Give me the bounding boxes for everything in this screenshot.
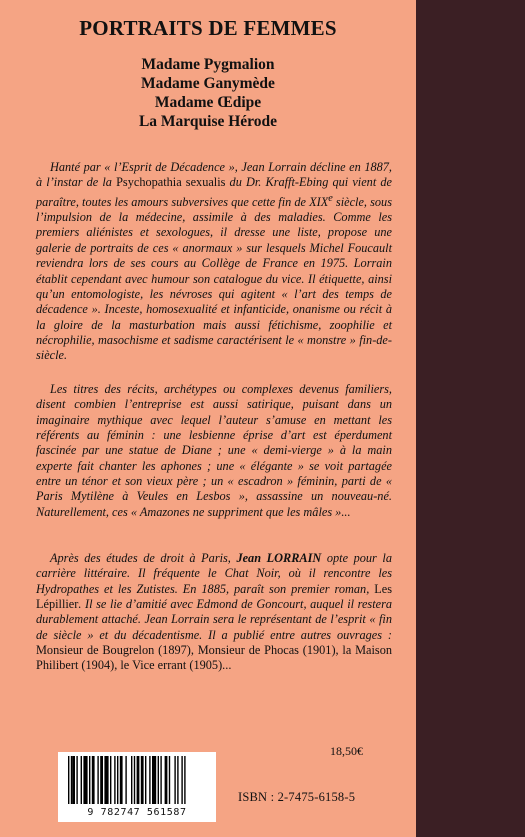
bio-text: . Il se lie d’amitié avec Edmond de Goncourt, auquel il restera durablement attaché. Jean Lorrain sera le représentant de l’esprit « fin de siècle » et du décadentisme. Il a publié entre autres ouvrages :: [36, 597, 392, 642]
barcode-bar: [89, 756, 90, 804]
barcode-bars: [68, 756, 206, 806]
blurb-text: siècle, sous l’impulsion de la médecine, assimile à des maladies. Comme les premiers aliénistes et sexologues, il dresse une liste, propose une galerie de portraits de ces « anormaux » sur lesquels Michel Foucault reviendra lors de ses cours au Collège de France en 1975. Lorrain établit cependant avec humour son catalogue du vice. Il étiquette, ainsi qu’un entomologiste, les névroses qui agitent « l’art des temps de décadence ». Inceste, homosexualité et infanticide, onanisme ou récit à la gloire de la masturbation mais aussi fétichisme, zoophilie et nécrophilie, masochisme et sadisme caractérisent le « monstre » fin-de-siècle.: [36, 194, 392, 363]
barcode-bar: [169, 756, 170, 804]
barcode-bar: [81, 756, 82, 804]
barcode-bar: [149, 756, 150, 804]
story-title: La Marquise Hérode: [138, 113, 278, 130]
barcode: [58, 752, 216, 822]
blurb-paragraph-1: [36, 160, 392, 364]
barcode-bar: [92, 756, 95, 804]
barcode-bar: [165, 756, 168, 804]
bio-text: opte pour la carrière littéraire. Il fréquente le Chat Noir, où il rencontre les Hydropathes et les Zutistes. En 1885, paraît son premier roman,: [36, 551, 392, 596]
barcode-bar: [104, 756, 108, 804]
barcode-bar: [110, 756, 111, 804]
blurb-paragraph-2: [36, 382, 392, 520]
superscript: e: [328, 192, 333, 204]
barcode-bar: [72, 756, 75, 804]
barcode-bar: [160, 756, 161, 804]
author-bio: [36, 551, 392, 674]
blurb-text: Hanté par « l’Esprit de Décadence », Jean Lorrain décline en 1887, à l’instar de la: [36, 160, 392, 190]
barcode-bar: [68, 756, 69, 804]
barcode-bar: [158, 756, 159, 804]
barcode-bar: [100, 756, 103, 804]
barcode-bar: [131, 756, 132, 804]
book-reference: Psychopathia sexualis: [116, 175, 226, 190]
barcode-bar: [145, 756, 146, 804]
barcode-bar: [134, 756, 135, 804]
author-name: Jean LORRAIN: [236, 551, 322, 565]
story-title: Madame Pygmalion: [141, 56, 275, 73]
price: 18,50€: [330, 744, 363, 758]
spine-edge: [416, 0, 525, 837]
barcode-bar: [125, 756, 126, 804]
book-title: PORTRAITS DE FEMMES: [79, 16, 337, 40]
barcode-bar: [152, 756, 156, 804]
story-title: Madame Ganymède: [141, 75, 275, 92]
barcode-bar: [71, 756, 72, 804]
barcode-bar: [137, 756, 140, 804]
story-titles: [0, 55, 416, 131]
barcode-bar: [120, 756, 123, 804]
barcode-bar: [184, 756, 185, 804]
barcode-bar: [181, 756, 182, 804]
barcode-digits: 9 782747 561587: [87, 807, 187, 818]
barcode-bar: [76, 756, 77, 804]
barcode-bar: [114, 756, 115, 804]
barcode-bar: [83, 756, 87, 804]
book-reference: Les Lépillier: [36, 581, 392, 612]
blurb-text: Les titres des récits, archétypes ou complexes devenus familiers, disent combien l’entreprise est aussi satirique, puisant dans un imaginaire mythique avec lequel l’auteur s’amuse en mettant les référents au féminin : une lesbienne éprise d’art est éperdument fascinée par une statue de Diane ; une « demi-vierge » à la main experte fait chanter les aphones ; une « élégante » se voit partagée entre un ténor et son vieux père ; un « escadron » féminin, parti de « Paris Mytilène à Veules en Lesbos », assassine un nouveau-né. Naturellement, ces « Amazones ne suppriment que les mâles »...: [36, 382, 392, 519]
barcode-bar: [117, 756, 118, 804]
blurb-text: du Dr. Krafft-Ebing qui vient de paraître, toutes les amours subversives que cette fin de XIX: [36, 175, 392, 209]
barcode-bar: [97, 756, 98, 804]
works-list: Monsieur de Bougrelon (1897), Monsieur de Phocas (1901), la Maison Philibert (1904), le Vice errant (1905)...: [36, 643, 392, 673]
story-title: Madame Œdipe: [154, 94, 262, 111]
bio-text: Après des études de droit à Paris,: [50, 551, 237, 565]
isbn: ISBN : 2-7475-6158-5: [238, 790, 356, 804]
barcode-bar: [174, 756, 175, 804]
barcode-bar: [177, 756, 178, 804]
barcode-bar: [141, 756, 144, 804]
